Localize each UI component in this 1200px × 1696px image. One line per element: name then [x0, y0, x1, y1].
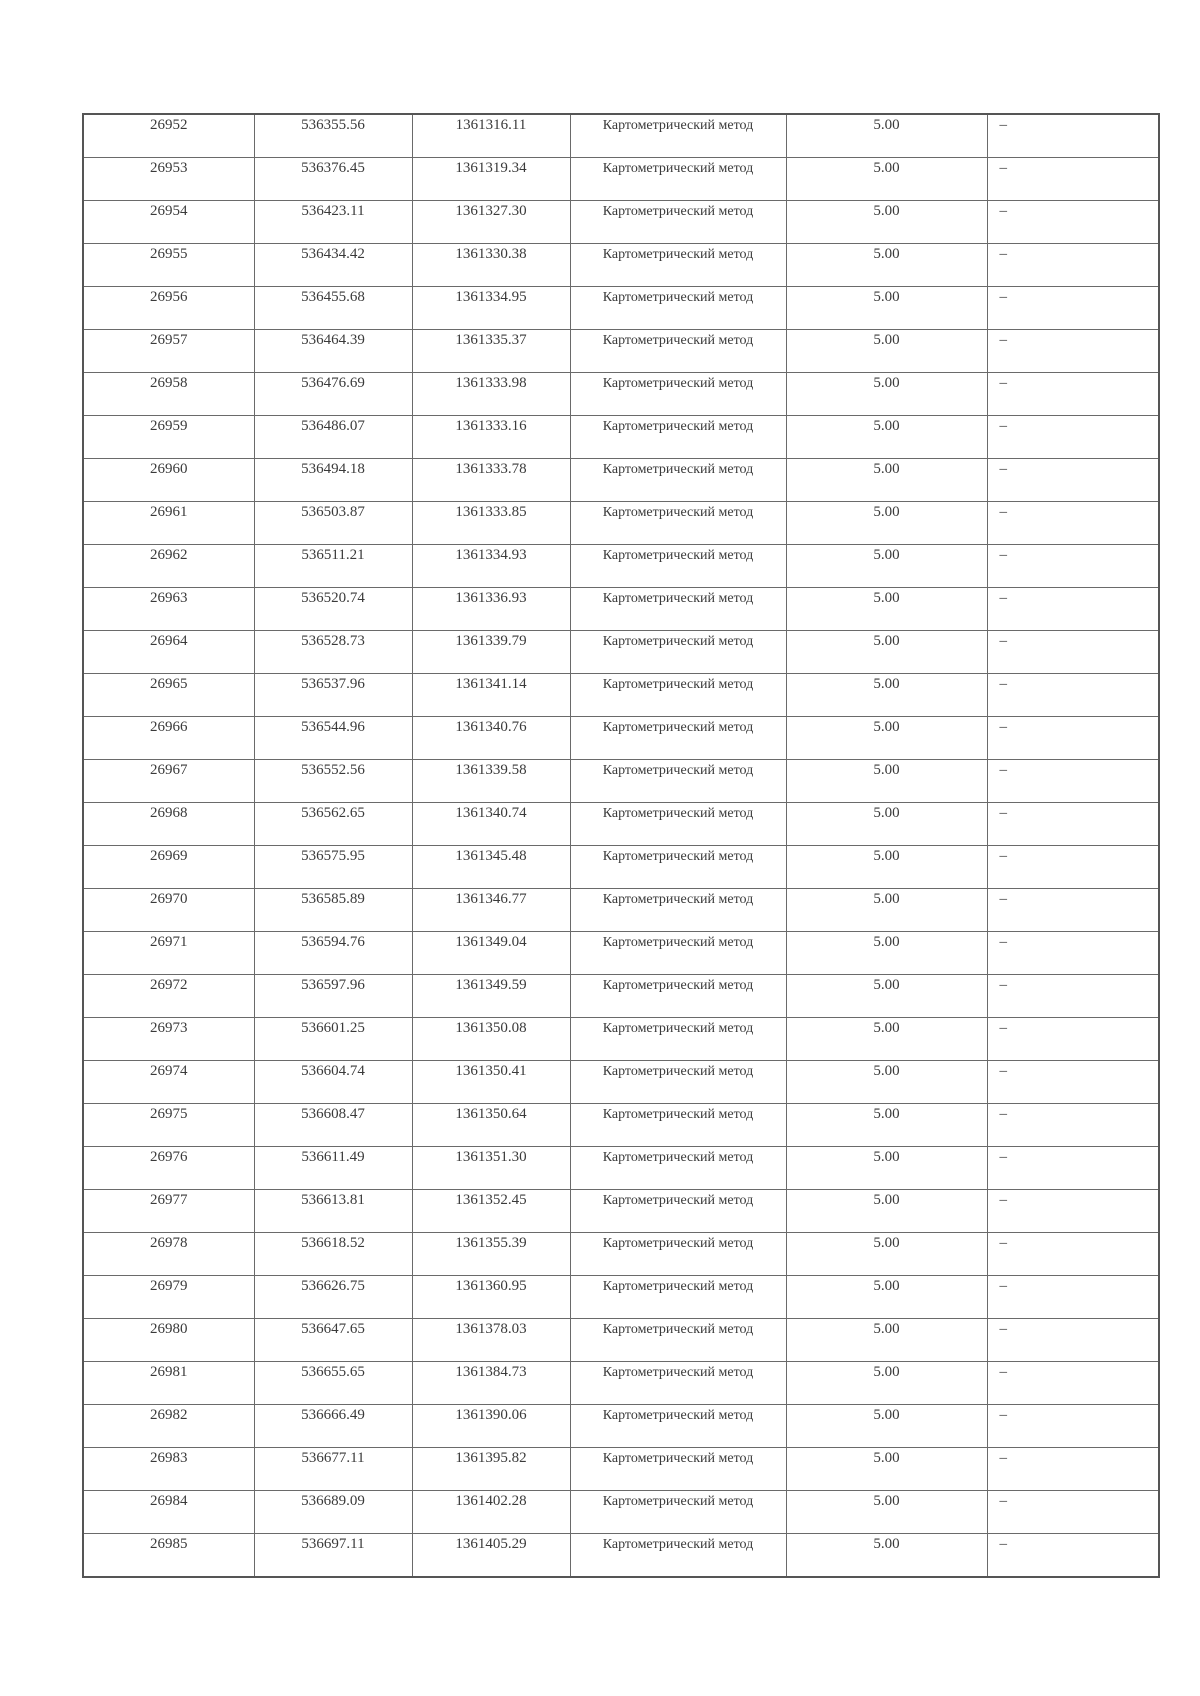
y-coordinate-cell: 1361341.14: [412, 674, 570, 717]
x-coordinate-cell: 536376.45: [254, 158, 412, 201]
note-cell: –: [987, 674, 1159, 717]
y-coordinate-cell: 1361335.37: [412, 330, 570, 373]
precision-cell: 5.00: [786, 459, 987, 502]
precision-cell: 5.00: [786, 889, 987, 932]
method-cell: Картометрический метод: [570, 1405, 786, 1448]
y-coordinate-cell: 1361333.16: [412, 416, 570, 459]
x-coordinate-cell: 536552.56: [254, 760, 412, 803]
note-cell: –: [987, 1534, 1159, 1578]
note-cell: –: [987, 588, 1159, 631]
precision-cell: 5.00: [786, 1104, 987, 1147]
method-cell: Картометрический метод: [570, 502, 786, 545]
precision-cell: 5.00: [786, 373, 987, 416]
x-coordinate-cell: 536585.89: [254, 889, 412, 932]
precision-cell: 5.00: [786, 287, 987, 330]
point-number-cell: 26969: [83, 846, 254, 889]
note-cell: –: [987, 889, 1159, 932]
y-coordinate-cell: 1361390.06: [412, 1405, 570, 1448]
x-coordinate-cell: 536601.25: [254, 1018, 412, 1061]
method-cell: Картометрический метод: [570, 287, 786, 330]
precision-cell: 5.00: [786, 1534, 987, 1578]
precision-cell: 5.00: [786, 717, 987, 760]
note-cell: –: [987, 975, 1159, 1018]
precision-cell: 5.00: [786, 244, 987, 287]
precision-cell: 5.00: [786, 932, 987, 975]
point-number-cell: 26971: [83, 932, 254, 975]
precision-cell: 5.00: [786, 545, 987, 588]
table-row: [83, 330, 1159, 373]
coordinates-table-body: [83, 114, 1159, 1577]
method-cell: Картометрический метод: [570, 717, 786, 760]
point-number-cell: 26957: [83, 330, 254, 373]
method-cell: Картометрический метод: [570, 545, 786, 588]
y-coordinate-cell: 1361345.48: [412, 846, 570, 889]
point-number-cell: 26972: [83, 975, 254, 1018]
y-coordinate-cell: 1361316.11: [412, 114, 570, 158]
y-coordinate-cell: 1361378.03: [412, 1319, 570, 1362]
note-cell: –: [987, 1147, 1159, 1190]
table-row: [83, 1448, 1159, 1491]
method-cell: Картометрический метод: [570, 1147, 786, 1190]
table-row: [83, 1190, 1159, 1233]
table-row: [83, 459, 1159, 502]
table-row: [83, 1018, 1159, 1061]
table-row: [83, 1319, 1159, 1362]
note-cell: –: [987, 1061, 1159, 1104]
method-cell: Картометрический метод: [570, 803, 786, 846]
note-cell: –: [987, 330, 1159, 373]
precision-cell: 5.00: [786, 1147, 987, 1190]
y-coordinate-cell: 1361384.73: [412, 1362, 570, 1405]
note-cell: –: [987, 1276, 1159, 1319]
note-cell: –: [987, 459, 1159, 502]
x-coordinate-cell: 536677.11: [254, 1448, 412, 1491]
y-coordinate-cell: 1361346.77: [412, 889, 570, 932]
x-coordinate-cell: 536666.49: [254, 1405, 412, 1448]
note-cell: –: [987, 1233, 1159, 1276]
table-row: [83, 631, 1159, 674]
precision-cell: 5.00: [786, 1233, 987, 1276]
x-coordinate-cell: 536486.07: [254, 416, 412, 459]
note-cell: –: [987, 631, 1159, 674]
point-number-cell: 26970: [83, 889, 254, 932]
point-number-cell: 26975: [83, 1104, 254, 1147]
precision-cell: 5.00: [786, 1491, 987, 1534]
precision-cell: 5.00: [786, 631, 987, 674]
point-number-cell: 26965: [83, 674, 254, 717]
method-cell: Картометрический метод: [570, 975, 786, 1018]
x-coordinate-cell: 536626.75: [254, 1276, 412, 1319]
method-cell: Картометрический метод: [570, 459, 786, 502]
x-coordinate-cell: 536647.65: [254, 1319, 412, 1362]
table-row: [83, 717, 1159, 760]
note-cell: –: [987, 1491, 1159, 1534]
method-cell: Картометрический метод: [570, 201, 786, 244]
x-coordinate-cell: 536618.52: [254, 1233, 412, 1276]
method-cell: Картометрический метод: [570, 330, 786, 373]
x-coordinate-cell: 536608.47: [254, 1104, 412, 1147]
precision-cell: 5.00: [786, 1362, 987, 1405]
table-row: [83, 114, 1159, 158]
point-number-cell: 26962: [83, 545, 254, 588]
precision-cell: 5.00: [786, 502, 987, 545]
x-coordinate-cell: 536423.11: [254, 201, 412, 244]
precision-cell: 5.00: [786, 1276, 987, 1319]
x-coordinate-cell: 536655.65: [254, 1362, 412, 1405]
method-cell: Картометрический метод: [570, 1018, 786, 1061]
y-coordinate-cell: 1361340.74: [412, 803, 570, 846]
table-row: [83, 545, 1159, 588]
table-row: [83, 1405, 1159, 1448]
precision-cell: 5.00: [786, 760, 987, 803]
table-row: [83, 760, 1159, 803]
precision-cell: 5.00: [786, 158, 987, 201]
y-coordinate-cell: 1361349.59: [412, 975, 570, 1018]
precision-cell: 5.00: [786, 588, 987, 631]
x-coordinate-cell: 536455.68: [254, 287, 412, 330]
method-cell: Картометрический метод: [570, 760, 786, 803]
x-coordinate-cell: 536434.42: [254, 244, 412, 287]
y-coordinate-cell: 1361333.98: [412, 373, 570, 416]
point-number-cell: 26954: [83, 201, 254, 244]
precision-cell: 5.00: [786, 1448, 987, 1491]
x-coordinate-cell: 536503.87: [254, 502, 412, 545]
note-cell: –: [987, 717, 1159, 760]
note-cell: –: [987, 244, 1159, 287]
table-row: [83, 1104, 1159, 1147]
method-cell: Картометрический метод: [570, 588, 786, 631]
note-cell: –: [987, 416, 1159, 459]
point-number-cell: 26981: [83, 1362, 254, 1405]
y-coordinate-cell: 1361334.95: [412, 287, 570, 330]
method-cell: Картометрический метод: [570, 1491, 786, 1534]
y-coordinate-cell: 1361349.04: [412, 932, 570, 975]
point-number-cell: 26985: [83, 1534, 254, 1578]
table-row: [83, 287, 1159, 330]
table-row: [83, 416, 1159, 459]
x-coordinate-cell: 536355.56: [254, 114, 412, 158]
note-cell: –: [987, 114, 1159, 158]
table-row: [83, 1534, 1159, 1578]
table-row: [83, 932, 1159, 975]
note-cell: –: [987, 1319, 1159, 1362]
note-cell: –: [987, 1405, 1159, 1448]
note-cell: –: [987, 502, 1159, 545]
x-coordinate-cell: 536594.76: [254, 932, 412, 975]
point-number-cell: 26955: [83, 244, 254, 287]
precision-cell: 5.00: [786, 1405, 987, 1448]
table-row: [83, 1233, 1159, 1276]
note-cell: –: [987, 201, 1159, 244]
table-row: [83, 158, 1159, 201]
y-coordinate-cell: 1361352.45: [412, 1190, 570, 1233]
x-coordinate-cell: 536476.69: [254, 373, 412, 416]
y-coordinate-cell: 1361405.29: [412, 1534, 570, 1578]
note-cell: –: [987, 1018, 1159, 1061]
method-cell: Картометрический метод: [570, 674, 786, 717]
point-number-cell: 26964: [83, 631, 254, 674]
y-coordinate-cell: 1361355.39: [412, 1233, 570, 1276]
method-cell: Картометрический метод: [570, 631, 786, 674]
table-row: [83, 502, 1159, 545]
table-row: [83, 846, 1159, 889]
point-number-cell: 26963: [83, 588, 254, 631]
precision-cell: 5.00: [786, 1061, 987, 1104]
point-number-cell: 26984: [83, 1491, 254, 1534]
method-cell: Картометрический метод: [570, 1104, 786, 1147]
method-cell: Картометрический метод: [570, 1319, 786, 1362]
table-row: [83, 1362, 1159, 1405]
y-coordinate-cell: 1361340.76: [412, 717, 570, 760]
table-row: [83, 975, 1159, 1018]
precision-cell: 5.00: [786, 846, 987, 889]
precision-cell: 5.00: [786, 201, 987, 244]
y-coordinate-cell: 1361327.30: [412, 201, 570, 244]
y-coordinate-cell: 1361360.95: [412, 1276, 570, 1319]
method-cell: Картометрический метод: [570, 1362, 786, 1405]
y-coordinate-cell: 1361336.93: [412, 588, 570, 631]
precision-cell: 5.00: [786, 1018, 987, 1061]
x-coordinate-cell: 536697.11: [254, 1534, 412, 1578]
y-coordinate-cell: 1361339.79: [412, 631, 570, 674]
method-cell: Картометрический метод: [570, 846, 786, 889]
x-coordinate-cell: 536544.96: [254, 717, 412, 760]
y-coordinate-cell: 1361319.34: [412, 158, 570, 201]
y-coordinate-cell: 1361333.85: [412, 502, 570, 545]
method-cell: Картометрический метод: [570, 114, 786, 158]
precision-cell: 5.00: [786, 114, 987, 158]
method-cell: Картометрический метод: [570, 416, 786, 459]
table-row: [83, 674, 1159, 717]
precision-cell: 5.00: [786, 330, 987, 373]
y-coordinate-cell: 1361334.93: [412, 545, 570, 588]
table-row: [83, 1491, 1159, 1534]
note-cell: –: [987, 373, 1159, 416]
note-cell: –: [987, 158, 1159, 201]
point-number-cell: 26956: [83, 287, 254, 330]
table-row: [83, 889, 1159, 932]
precision-cell: 5.00: [786, 1319, 987, 1362]
x-coordinate-cell: 536464.39: [254, 330, 412, 373]
x-coordinate-cell: 536562.65: [254, 803, 412, 846]
method-cell: Картометрический метод: [570, 932, 786, 975]
method-cell: Картометрический метод: [570, 1233, 786, 1276]
precision-cell: 5.00: [786, 1190, 987, 1233]
point-number-cell: 26958: [83, 373, 254, 416]
y-coordinate-cell: 1361350.08: [412, 1018, 570, 1061]
point-number-cell: 26979: [83, 1276, 254, 1319]
table-row: [83, 1276, 1159, 1319]
y-coordinate-cell: 1361351.30: [412, 1147, 570, 1190]
point-number-cell: 26977: [83, 1190, 254, 1233]
method-cell: Картометрический метод: [570, 1190, 786, 1233]
precision-cell: 5.00: [786, 674, 987, 717]
point-number-cell: 26959: [83, 416, 254, 459]
point-number-cell: 26983: [83, 1448, 254, 1491]
y-coordinate-cell: 1361350.41: [412, 1061, 570, 1104]
method-cell: Картометрический метод: [570, 1534, 786, 1578]
note-cell: –: [987, 287, 1159, 330]
x-coordinate-cell: 536604.74: [254, 1061, 412, 1104]
x-coordinate-cell: 536528.73: [254, 631, 412, 674]
y-coordinate-cell: 1361333.78: [412, 459, 570, 502]
method-cell: Картометрический метод: [570, 889, 786, 932]
precision-cell: 5.00: [786, 803, 987, 846]
note-cell: –: [987, 1104, 1159, 1147]
point-number-cell: 26953: [83, 158, 254, 201]
precision-cell: 5.00: [786, 416, 987, 459]
method-cell: Картометрический метод: [570, 1448, 786, 1491]
x-coordinate-cell: 536575.95: [254, 846, 412, 889]
x-coordinate-cell: 536689.09: [254, 1491, 412, 1534]
note-cell: –: [987, 803, 1159, 846]
point-number-cell: 26974: [83, 1061, 254, 1104]
point-number-cell: 26952: [83, 114, 254, 158]
table-row: [83, 1147, 1159, 1190]
y-coordinate-cell: 1361339.58: [412, 760, 570, 803]
table-row: [83, 201, 1159, 244]
point-number-cell: 26978: [83, 1233, 254, 1276]
point-number-cell: 26961: [83, 502, 254, 545]
table-row: [83, 244, 1159, 287]
y-coordinate-cell: 1361330.38: [412, 244, 570, 287]
x-coordinate-cell: 536511.21: [254, 545, 412, 588]
x-coordinate-cell: 536611.49: [254, 1147, 412, 1190]
point-number-cell: 26980: [83, 1319, 254, 1362]
x-coordinate-cell: 536520.74: [254, 588, 412, 631]
x-coordinate-cell: 536613.81: [254, 1190, 412, 1233]
point-number-cell: 26967: [83, 760, 254, 803]
note-cell: –: [987, 932, 1159, 975]
note-cell: –: [987, 760, 1159, 803]
point-number-cell: 26982: [83, 1405, 254, 1448]
y-coordinate-cell: 1361395.82: [412, 1448, 570, 1491]
point-number-cell: 26966: [83, 717, 254, 760]
y-coordinate-cell: 1361402.28: [412, 1491, 570, 1534]
point-number-cell: 26968: [83, 803, 254, 846]
x-coordinate-cell: 536537.96: [254, 674, 412, 717]
point-number-cell: 26976: [83, 1147, 254, 1190]
method-cell: Картометрический метод: [570, 1276, 786, 1319]
method-cell: Картометрический метод: [570, 373, 786, 416]
table-row: [83, 373, 1159, 416]
note-cell: –: [987, 1362, 1159, 1405]
coordinates-table: [82, 113, 1160, 1578]
note-cell: –: [987, 545, 1159, 588]
note-cell: –: [987, 1190, 1159, 1233]
x-coordinate-cell: 536494.18: [254, 459, 412, 502]
table-row: [83, 803, 1159, 846]
table-row: [83, 1061, 1159, 1104]
point-number-cell: 26973: [83, 1018, 254, 1061]
x-coordinate-cell: 536597.96: [254, 975, 412, 1018]
method-cell: Картометрический метод: [570, 1061, 786, 1104]
precision-cell: 5.00: [786, 975, 987, 1018]
note-cell: –: [987, 1448, 1159, 1491]
table-row: [83, 588, 1159, 631]
y-coordinate-cell: 1361350.64: [412, 1104, 570, 1147]
method-cell: Картометрический метод: [570, 158, 786, 201]
note-cell: –: [987, 846, 1159, 889]
point-number-cell: 26960: [83, 459, 254, 502]
method-cell: Картометрический метод: [570, 244, 786, 287]
